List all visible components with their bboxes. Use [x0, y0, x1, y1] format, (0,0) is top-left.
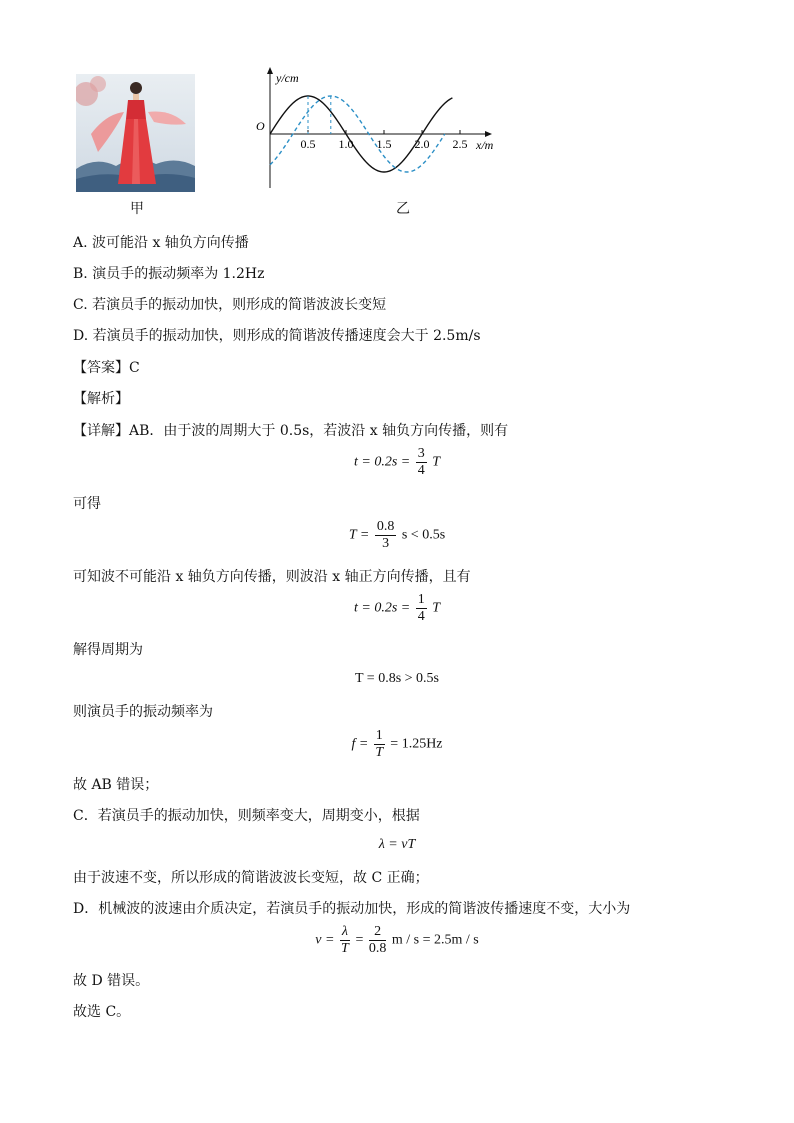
eq5-rhs: = 1.25Hz: [390, 736, 443, 752]
x-tick-label-1: 1.0: [338, 137, 354, 151]
eq5-num: 1: [375, 728, 383, 743]
equation-6: [0, 837, 794, 853]
eq5-den: T: [375, 745, 384, 760]
detail-line-7: C．若演员手的振动加快，则频率变大，周期变小，根据: [73, 808, 420, 824]
eq2-den: 3: [382, 536, 390, 551]
detail-line-11: 故选 C。: [73, 1004, 131, 1020]
eq2-fraction: [375, 519, 397, 552]
equation-5: [0, 728, 794, 761]
detail-line-2: 可得: [73, 496, 101, 512]
eq7-den2: 0.8: [368, 941, 387, 956]
option-c: C. 若演员手的振动加快，则形成的简谐波波长变短: [73, 297, 387, 313]
eq7-fraction-1: [340, 924, 350, 957]
dancer-illustration: [76, 74, 195, 192]
eq1-den: 4: [417, 463, 425, 478]
eq7-den1: T: [341, 941, 349, 956]
eq2-lhs: T =: [348, 527, 370, 543]
graph-caption: 乙: [396, 201, 410, 217]
detail-line-4: 解得周期为: [73, 642, 143, 658]
x-tick-label-2: 1.5: [376, 137, 392, 151]
equation-3: [0, 592, 794, 625]
x-tick-label-3: 2.0: [414, 137, 430, 151]
eq5-fraction: [374, 728, 385, 761]
x-tick-label-4: 2.5: [452, 137, 468, 151]
eq5-lhs: f =: [351, 736, 369, 752]
eq2-num: 0.8: [376, 519, 395, 534]
detail-line-3: 可知波不可能沿 x 轴负方向传播，则波沿 x 轴正方向传播，且有: [73, 569, 471, 585]
eq3-fraction: [416, 592, 427, 625]
eq7-fraction-2: [369, 924, 387, 957]
x-axis-label: x/m: [476, 138, 494, 152]
dancer-photo: [76, 74, 195, 192]
eq7-num1: λ: [341, 924, 348, 939]
equation-4: [0, 671, 794, 687]
option-a: A. 波可能沿 x 轴负方向传播: [73, 235, 249, 251]
detail-line-10: 故 D 错误。: [73, 973, 150, 989]
eq2-rhs: s < 0.5s: [401, 527, 446, 543]
eq3-rhs: T: [432, 600, 441, 616]
eq1-fraction: [416, 446, 427, 479]
graph-axes: [267, 67, 492, 188]
eq3-lhs: t = 0.2s =: [353, 600, 411, 616]
equation-2: [0, 519, 794, 552]
detail-line-5: 则演员手的振动频率为: [73, 704, 213, 720]
graph-labels: [256, 71, 494, 152]
photo-caption: 甲: [130, 201, 144, 217]
detail-line-9: D．机械波的波速由介质决定，若演员手的振动加快，形成的简谐波传播速度不变，大小为: [73, 901, 631, 917]
eq1-lhs: t = 0.2s =: [353, 454, 411, 470]
x-tick-label-0: 0.5: [300, 137, 316, 151]
option-d: D. 若演员手的振动加快，则形成的简谐波传播速度会大于 2.5m/s: [73, 328, 481, 344]
eq7-rhs: m / s = 2.5m / s: [391, 932, 479, 948]
eq7-lhs: v =: [315, 932, 335, 948]
eq1-rhs: T: [432, 454, 441, 470]
detail-line-8: 由于波速不变，所以形成的简谐波波长变短，故 C 正确；: [73, 870, 429, 886]
x-axis-arrow: [485, 131, 492, 137]
eq4-text: T = 0.8s > 0.5s: [355, 671, 439, 686]
y-axis-arrow: [267, 67, 273, 74]
eq1-num: 3: [417, 446, 425, 461]
wave-graph: [250, 62, 510, 192]
detail-line-6: 故 AB 错误；: [73, 777, 159, 793]
y-axis-label: y/cm: [276, 71, 299, 85]
option-b: B. 演员手的振动频率为 1.2Hz: [73, 266, 265, 282]
eq3-num: 1: [417, 592, 425, 607]
eq7-mid: =: [355, 932, 364, 948]
eq7-num2: 2: [369, 924, 387, 941]
answer-line: 【答案】C: [73, 360, 140, 376]
detail-line-1: 【详解】AB．由于波的周期大于 0.5s，若波沿 x 轴负方向传播，则有: [73, 423, 509, 439]
equation-7: [0, 924, 794, 957]
analysis-title: 【解析】: [73, 391, 129, 407]
origin-label: O: [256, 119, 265, 133]
eq3-den: 4: [417, 609, 425, 624]
equation-1: [0, 446, 794, 479]
eq6-text: λ = vT: [378, 837, 416, 852]
